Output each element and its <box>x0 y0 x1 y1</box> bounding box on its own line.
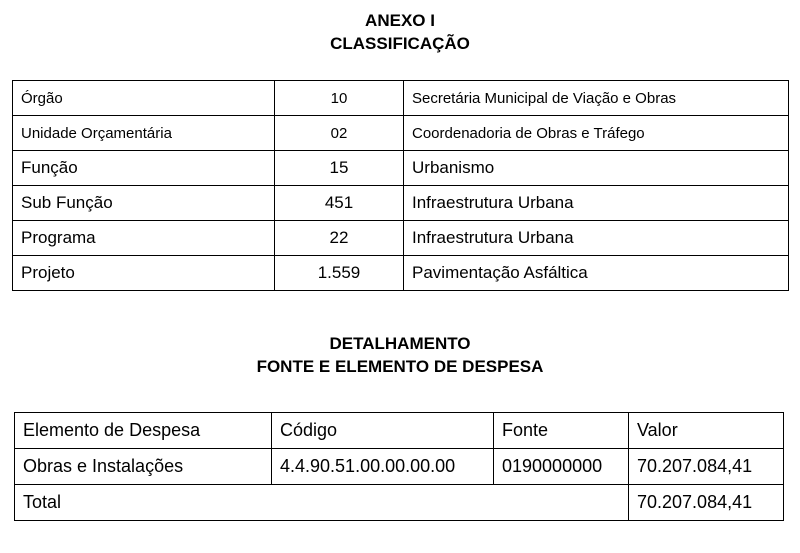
expense-value: 70.207.084,41 <box>629 449 784 485</box>
row-label: Função <box>13 151 275 186</box>
expense-code: 4.4.90.51.00.00.00.00 <box>272 449 494 485</box>
table-row <box>13 256 789 291</box>
header-row <box>15 413 784 449</box>
row-code: 02 <box>275 116 404 151</box>
header-source: Fonte <box>494 413 629 449</box>
row-code: 1.559 <box>275 256 404 291</box>
row-code: 15 <box>275 151 404 186</box>
detail-subtitle: FONTE E ELEMENTO DE DESPESA <box>256 357 544 376</box>
annex-subtitle: CLASSIFICAÇÃO <box>330 34 470 53</box>
expense-source: 0190000000 <box>494 449 629 485</box>
total-row <box>15 485 784 521</box>
table-row <box>13 81 789 116</box>
header-element: Elemento de Despesa <box>15 413 272 449</box>
header-value: Valor <box>629 413 784 449</box>
classification-table <box>12 80 789 291</box>
row-description: Coordenadoria de Obras e Tráfego <box>404 116 789 151</box>
row-description: Infraestrutura Urbana <box>404 221 789 256</box>
table-row <box>13 151 789 186</box>
row-description: Secretária Municipal de Viação e Obras <box>404 81 789 116</box>
row-label: Programa <box>13 221 275 256</box>
header-code: Código <box>272 413 494 449</box>
table-row <box>13 186 789 221</box>
expense-table <box>14 412 784 521</box>
table-row <box>15 449 784 485</box>
row-code: 10 <box>275 81 404 116</box>
table-row <box>13 116 789 151</box>
row-code: 22 <box>275 221 404 256</box>
row-label: Sub Função <box>13 186 275 221</box>
expense-element: Obras e Instalações <box>15 449 272 485</box>
row-label: Órgão <box>13 81 275 116</box>
total-value: 70.207.084,41 <box>629 485 784 521</box>
row-code: 451 <box>275 186 404 221</box>
row-description: Urbanismo <box>404 151 789 186</box>
row-description: Pavimentação Asfáltica <box>404 256 789 291</box>
annex-title: ANEXO I <box>365 11 435 30</box>
row-description: Infraestrutura Urbana <box>404 186 789 221</box>
row-label: Projeto <box>13 256 275 291</box>
total-label: Total <box>15 485 629 521</box>
detail-title: DETALHAMENTO <box>329 334 471 353</box>
table-row <box>13 221 789 256</box>
row-label: Unidade Orçamentária <box>13 116 275 151</box>
